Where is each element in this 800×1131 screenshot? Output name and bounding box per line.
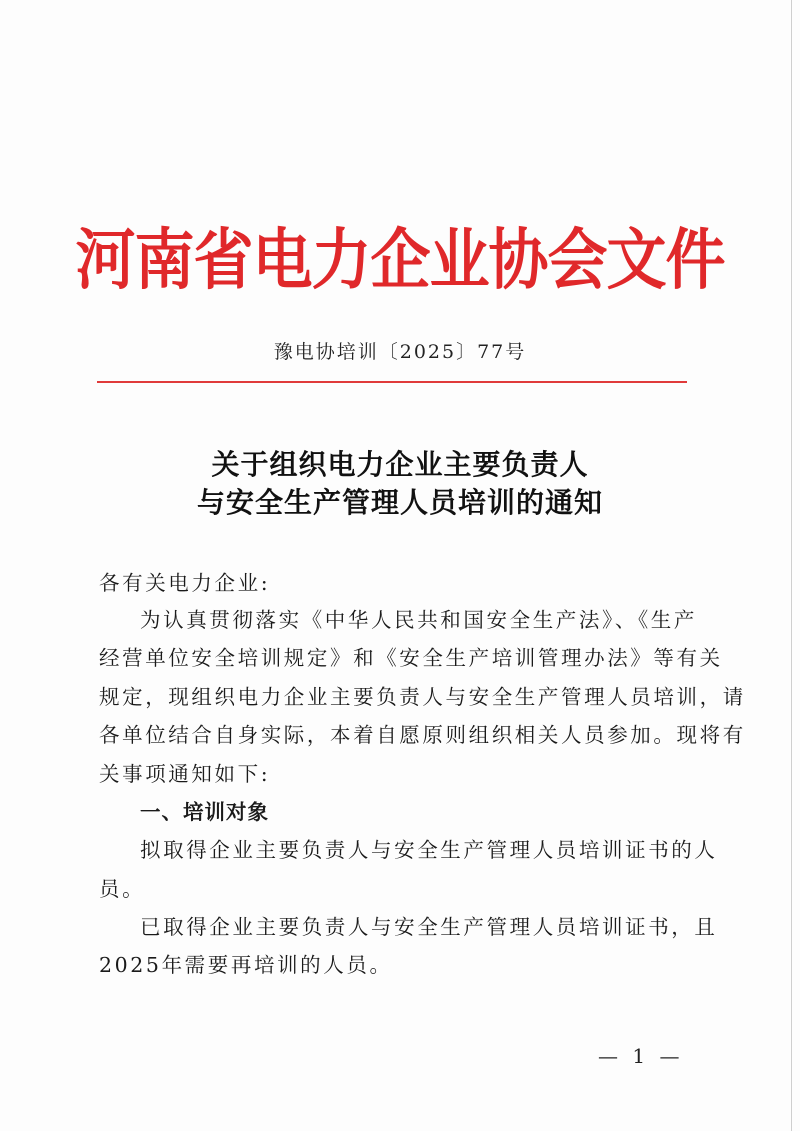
paragraph-1-line-2: 经营单位安全培训规定》和《安全生产培训管理办法》等有关 [99,646,723,670]
paragraph-3-line-2: 2025年需要再培训的人员。 [99,953,393,977]
paragraph-1-line-4: 各单位结合自身实际，本着自愿原则组织相关人员参加。现将有 [99,723,746,747]
notice-title-line-1: 关于组织电力企业主要负责人 [211,448,589,481]
paragraph-3-line-1: 已取得企业主要负责人与安全生产管理人员培训证书，且 [140,915,718,939]
paragraph-1-line-1: 为认真贯彻落实《中华人民共和国安全生产法》、《生产 [140,608,697,632]
masthead-title: 河南省电力企业协会文件 [75,222,725,299]
section-1-heading: 一、培训对象 [140,800,269,824]
paragraph-2-line-1: 拟取得企业主要负责人与安全生产管理人员培训证书的人 [140,838,718,862]
scan-edge-line [791,0,792,1131]
salutation: 各有关电力企业: [99,571,271,595]
document-number: 豫电协培训〔2025〕77号 [273,341,527,363]
paragraph-2-line-2: 员。 [99,877,146,901]
paragraph-1-line-5: 关事项通知如下: [99,762,271,786]
paragraph-1-line-3: 规定，现组织电力企业主要负责人与安全生产管理人员培训，请 [99,685,746,709]
red-divider-rule [97,381,687,383]
notice-title-line-2: 与安全生产管理人员培训的通知 [196,486,603,519]
page-number: — 1 — [598,1044,684,1068]
